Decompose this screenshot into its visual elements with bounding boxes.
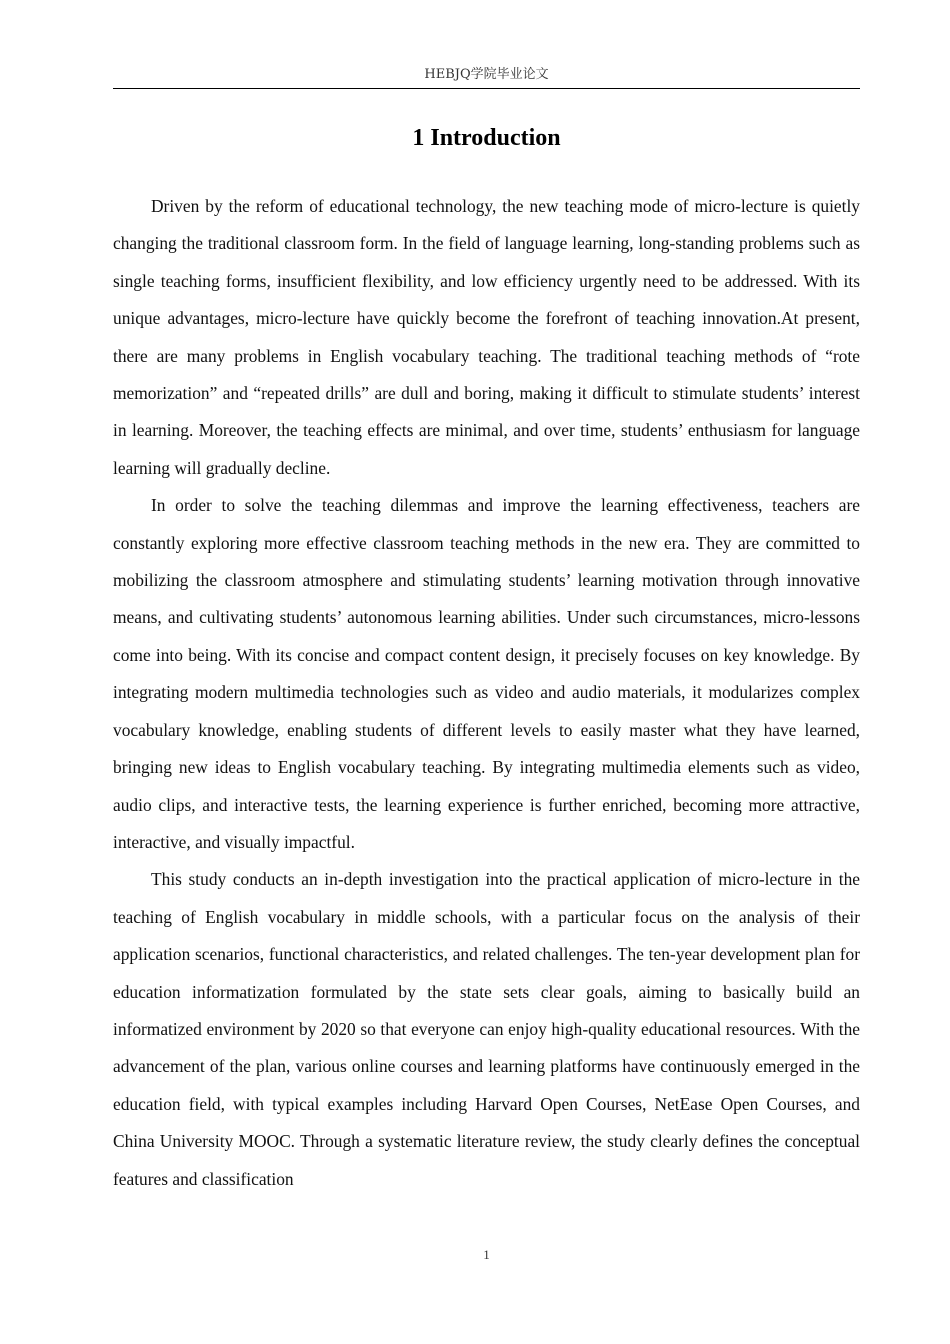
paragraph-2: In order to solve the teaching dilemmas and improve the learning effectiveness, teachers are constantly exploring more effective classroom teaching methods in the new era. They are committed to mobilizing the classroom atmosphere and stimulating students’ learning motivation through innovative means, and cultivating students’ autonomous learning abilities. Under such circumstances, micro-lessons come into being. With its concise and compact content design, it precisely focuses on key knowledge. By integrating modern multimedia technologies such as video and audio materials, it modularizes complex vocabulary knowledge, enabling students of different levels to easily master what they have learned, bringing new ideas to English vocabulary teaching. By integrating multimedia elements such as video, audio clips, and interactive tests, the learning experience is further enriched, becoming more attractive, interactive, and visually impactful.	[113, 495, 860, 852]
paragraph-1: Driven by the reform of educational technology, the new teaching mode of micro-lecture is quietly changing the traditional classroom form. In the field of language learning, long-standing problems such as single teaching forms, insufficient flexibility, and low efficiency urgently need to be addressed. With its unique advantages, micro-lecture have quickly become the forefront of teaching innovation.At present, there are many problems in English vocabulary teaching. The traditional teaching methods of “rote memorization” and “repeated drills” are dull and boring, making it difficult to stimulate students’ interest in learning. Moreover, the teaching effects are minimal, and over time, students’ enthusiasm for language learning will gradually decline.	[113, 196, 860, 478]
body-text	[113, 188, 860, 1198]
running-header-title: HEBJQ学院毕业论文	[424, 67, 549, 82]
running-header	[113, 62, 860, 89]
section-title: 1 Introduction	[412, 125, 561, 151]
paragraph-3: This study conducts an in-depth investigation into the practical application of micro-lecture in the teaching of English vocabulary in middle schools, with a particular focus on the analysis of their application scenarios, functional characteristics, and related challenges. The ten-year development plan for education informatization formulated by the state sets clear goals, aiming to basically build an informatized environment by 2020 so that everyone can enjoy high-quality educational resources. With the advancement of the plan, various online courses and learning platforms have continuously emerged in the education field, with typical examples including Harvard Open Courses, NetEase Open Courses, and China University MOOC. Through a systematic literature review, the study clearly defines the conceptual features and classification	[113, 869, 860, 1189]
page-number: 1	[483, 1247, 490, 1262]
